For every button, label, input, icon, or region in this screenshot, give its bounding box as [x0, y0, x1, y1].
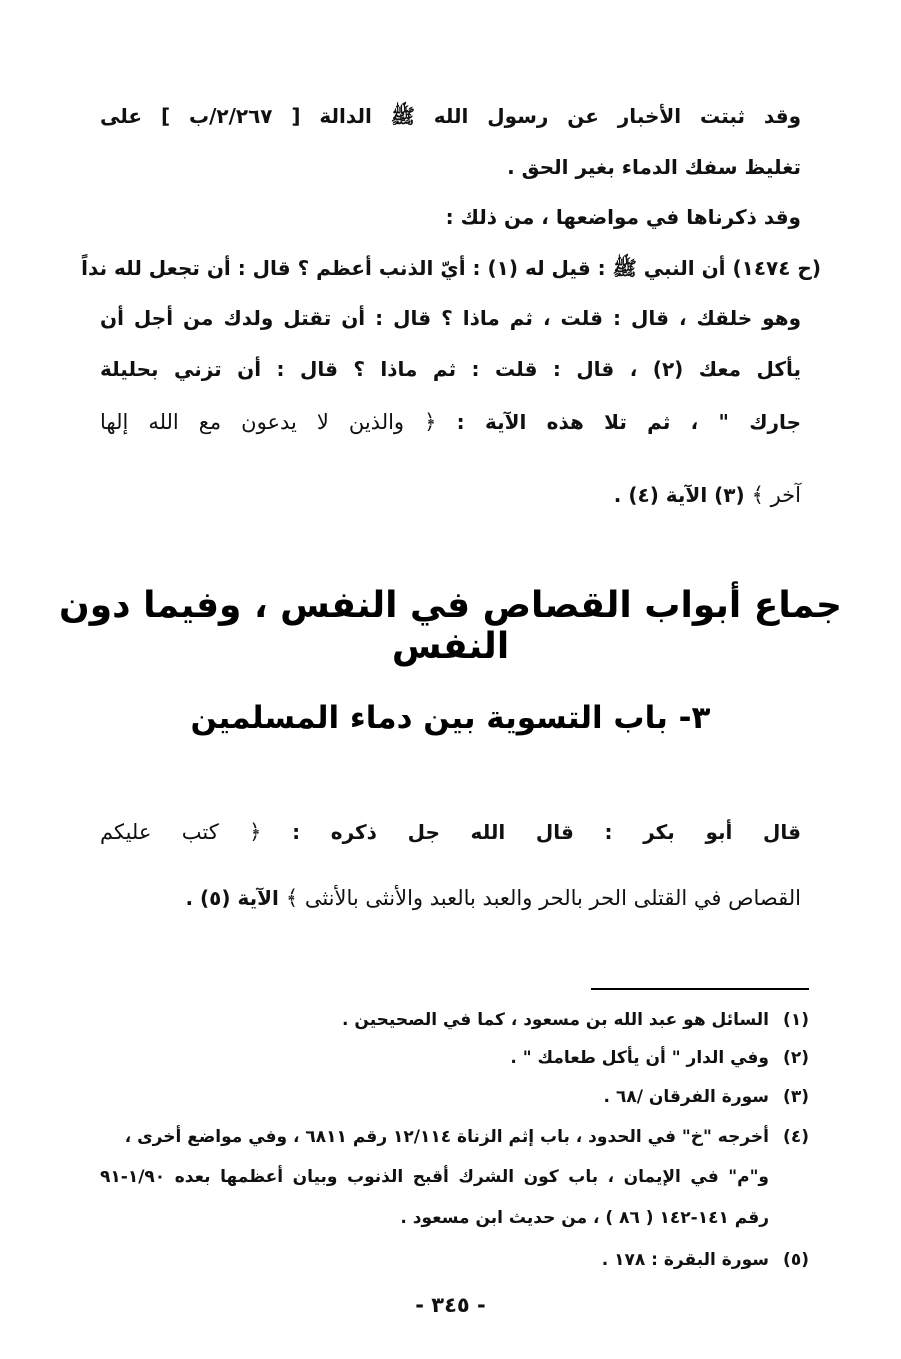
- footnote-4-line-2: و"م" في الإيمان ، باب كون الشرك أقبح الذنوب وبيان أعظمها بعده ١/٩٠-٩١: [100, 1167, 769, 1187]
- footnote-2: [100, 1048, 809, 1068]
- footnote-5-number: (٥): [783, 1250, 809, 1270]
- hadith-number: (ح ١٤٧٤): [732, 256, 821, 280]
- footnote-5: [100, 1250, 809, 1270]
- footnote-1-text: السائل هو عبد الله بن مسعود ، كما في الصحيحين .: [342, 1010, 769, 1030]
- footnote-2-number: (٢): [783, 1048, 809, 1068]
- section-text-2: الآية (٥) .: [185, 886, 279, 910]
- footnote-5-text: سورة البقرة : ١٧٨ .: [601, 1250, 769, 1270]
- body-line-2: تغليظ سفك الدماء بغير الحق .: [507, 155, 801, 179]
- hadith-text-4: جارك " ، ثم تلا هذه الآية :: [456, 410, 801, 434]
- hadith-text-1: أن النبي ﷺ : قيل له (١) : أيّ الذنب أعظم ؟ قال : أن تجعل لله نداً: [81, 256, 726, 280]
- footnote-3-text: سورة الفرقان /٦٨ .: [603, 1087, 769, 1107]
- body-line-1: وقد ثبتت الأخبار عن رسول الله ﷺ الدالة [ ٢/٢٦٧/ب ] على: [100, 104, 801, 128]
- footnote-3-number: (٣): [783, 1087, 809, 1107]
- footnote-separator: [591, 988, 809, 990]
- footnote-4-line-3: رقم ١٤١-١٤٢ ( ٨٦ ) ، من حديث ابن مسعود .: [400, 1208, 769, 1228]
- body-line-3: وقد ذكرناها في مواضعها ، من ذلك :: [445, 205, 801, 229]
- footnote-1-number: (١): [783, 1010, 809, 1030]
- hadith-line-3: يأكل معك (٢) ، قال : قلت : ثم ماذا ؟ قال : أن تزني بحليلة: [100, 357, 801, 381]
- footnote-4: [100, 1127, 809, 1147]
- footnote-3: [100, 1087, 809, 1107]
- section-line-2: [100, 886, 801, 911]
- footnote-2-text: وفي الدار " أن يأكل طعامك " .: [510, 1048, 769, 1068]
- section-text-1: قال أبو بكر : قال الله جل ذكره :: [292, 820, 801, 844]
- main-heading: جماع أبواب القصاص في النفس ، وفيما دون النفس: [59, 585, 842, 667]
- quran-verse-1-end: آخر ﴾: [751, 483, 801, 507]
- hadith-line-1: [81, 256, 821, 280]
- page-number: - ٣٤٥ -: [415, 1293, 486, 1317]
- footnote-4-text-1: أخرجه "خ" في الحدود ، باب إثم الزناة ١٢/١١٤ رقم ٦٨١١ ، وفي مواضع أخرى ،: [124, 1127, 769, 1147]
- section-line-1: [100, 820, 801, 845]
- footnote-4-number: (٤): [783, 1127, 809, 1147]
- quran-verse-2-end: القصاص في القتلى الحر بالحر والعبد بالعبد والأنثى بالأنثى ﴾: [285, 886, 801, 910]
- hadith-line-5: [100, 483, 801, 508]
- quran-verse-1: ﴿ والذين لا يدعون مع الله إلها: [100, 410, 437, 434]
- footnote-1: [100, 1010, 809, 1030]
- quran-verse-2: ﴿ كتب عليكم: [100, 820, 262, 844]
- hadith-text-5: (٣) الآية (٤) .: [613, 483, 745, 507]
- hadith-line-2: وهو خلقك ، قال : قلت ، ثم ماذا ؟ قال : أن تقتل ولدك من أجل أن: [100, 306, 801, 330]
- chapter-heading: ٣- باب التسوية بين دماء المسلمين: [190, 700, 711, 736]
- hadith-line-4: [100, 410, 801, 435]
